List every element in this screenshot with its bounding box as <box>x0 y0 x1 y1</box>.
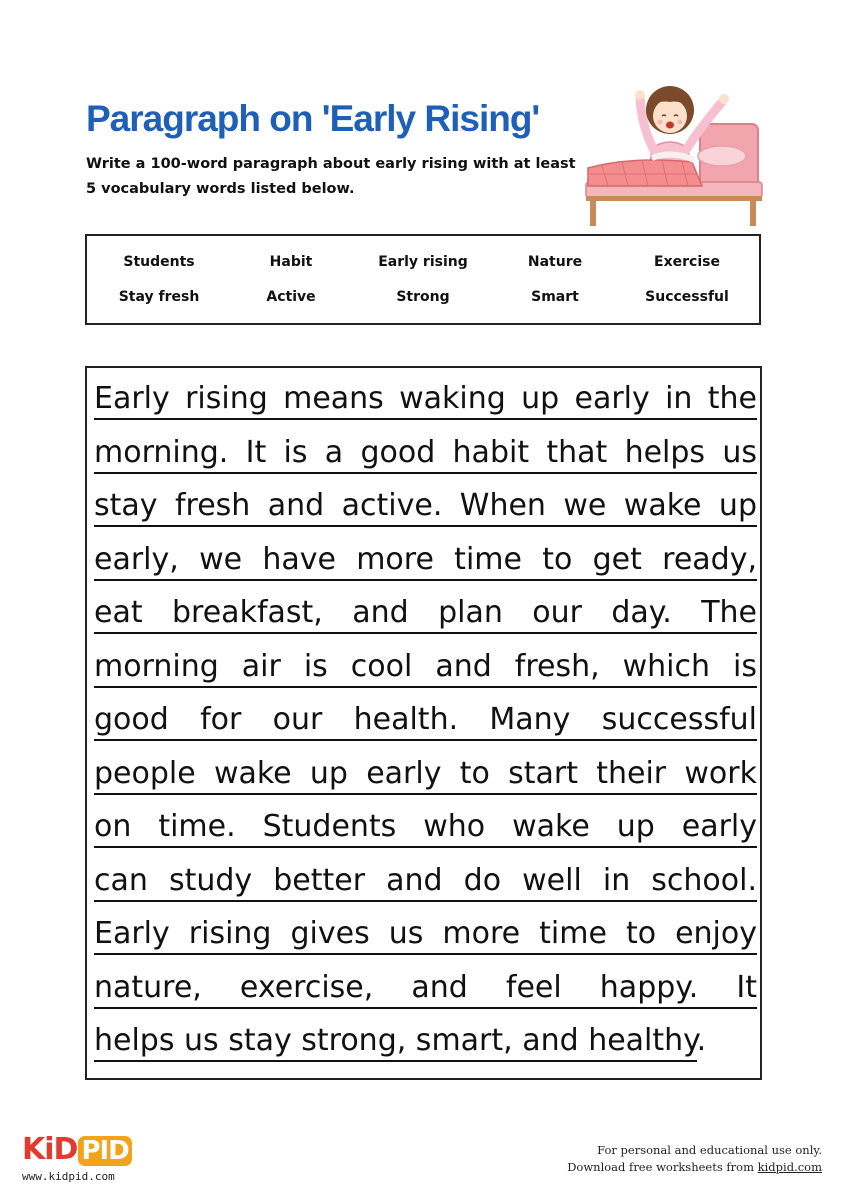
paragraph-line: stay fresh and active. When we wake up <box>94 483 757 535</box>
vocab-word: Successful <box>645 289 729 306</box>
instructions <box>86 152 596 202</box>
vocab-word: Early rising <box>378 253 468 270</box>
logo-kid-text: KiD <box>22 1132 78 1167</box>
footer-note-line-2 <box>567 1159 822 1176</box>
paragraph-line: Early rising means waking up early in the <box>94 376 757 428</box>
vocab-word: Active <box>266 289 316 306</box>
vocab-word: Students <box>123 253 195 270</box>
kidpid-logo <box>22 1132 132 1167</box>
vocab-word: Nature <box>527 253 583 270</box>
vocabulary-box <box>85 234 761 325</box>
logo-pid-text: PID <box>78 1136 131 1166</box>
vocab-word: Stay fresh <box>118 289 200 306</box>
logo-url: www.kidpid.com <box>22 1170 115 1183</box>
paragraph-line: morning air is cool and fresh, which is <box>94 644 757 696</box>
paragraph-line: eat breakfast, and plan our day. The <box>94 590 757 642</box>
paragraph-line: on time. Students who wake up early <box>94 804 757 856</box>
footer-note-prefix: Download free worksheets from <box>567 1160 758 1174</box>
paragraph-line: nature, exercise, and feel happy. It <box>94 965 757 1017</box>
paragraph-line: can study better and do well in school. <box>94 858 757 910</box>
vocab-word: Habit <box>269 253 313 270</box>
footer-kidpid-link[interactable]: kidpid.com <box>757 1160 822 1174</box>
paragraph-line: Early rising gives us more time to enjoy <box>94 911 757 963</box>
paragraph-line: morning. It is a good habit that helps us <box>94 430 757 482</box>
vocab-word: Smart <box>531 289 579 306</box>
page-title: Paragraph on 'Early Rising' <box>86 98 540 139</box>
vocab-word: Exercise <box>654 253 720 270</box>
paragraph-line: people wake up early to start their work <box>94 751 757 803</box>
paragraph-line: early, we have more time to get ready, <box>94 537 757 589</box>
instructions-line-1: Write a 100-word paragraph about early rising with at least <box>86 156 576 172</box>
paragraph-line: helps us stay strong, smart, and healthy. <box>94 1018 757 1070</box>
girl-waking-in-bed-illustration <box>582 70 767 230</box>
footer-note <box>567 1142 822 1176</box>
paragraph-box <box>85 366 762 1080</box>
vocab-word: Strong <box>396 289 450 306</box>
instructions-line-2: 5 vocabulary words listed below. <box>86 181 355 197</box>
footer-note-line-1: For personal and educational use only. <box>597 1143 822 1157</box>
paragraph-line: good for our health. Many successful <box>94 697 757 749</box>
